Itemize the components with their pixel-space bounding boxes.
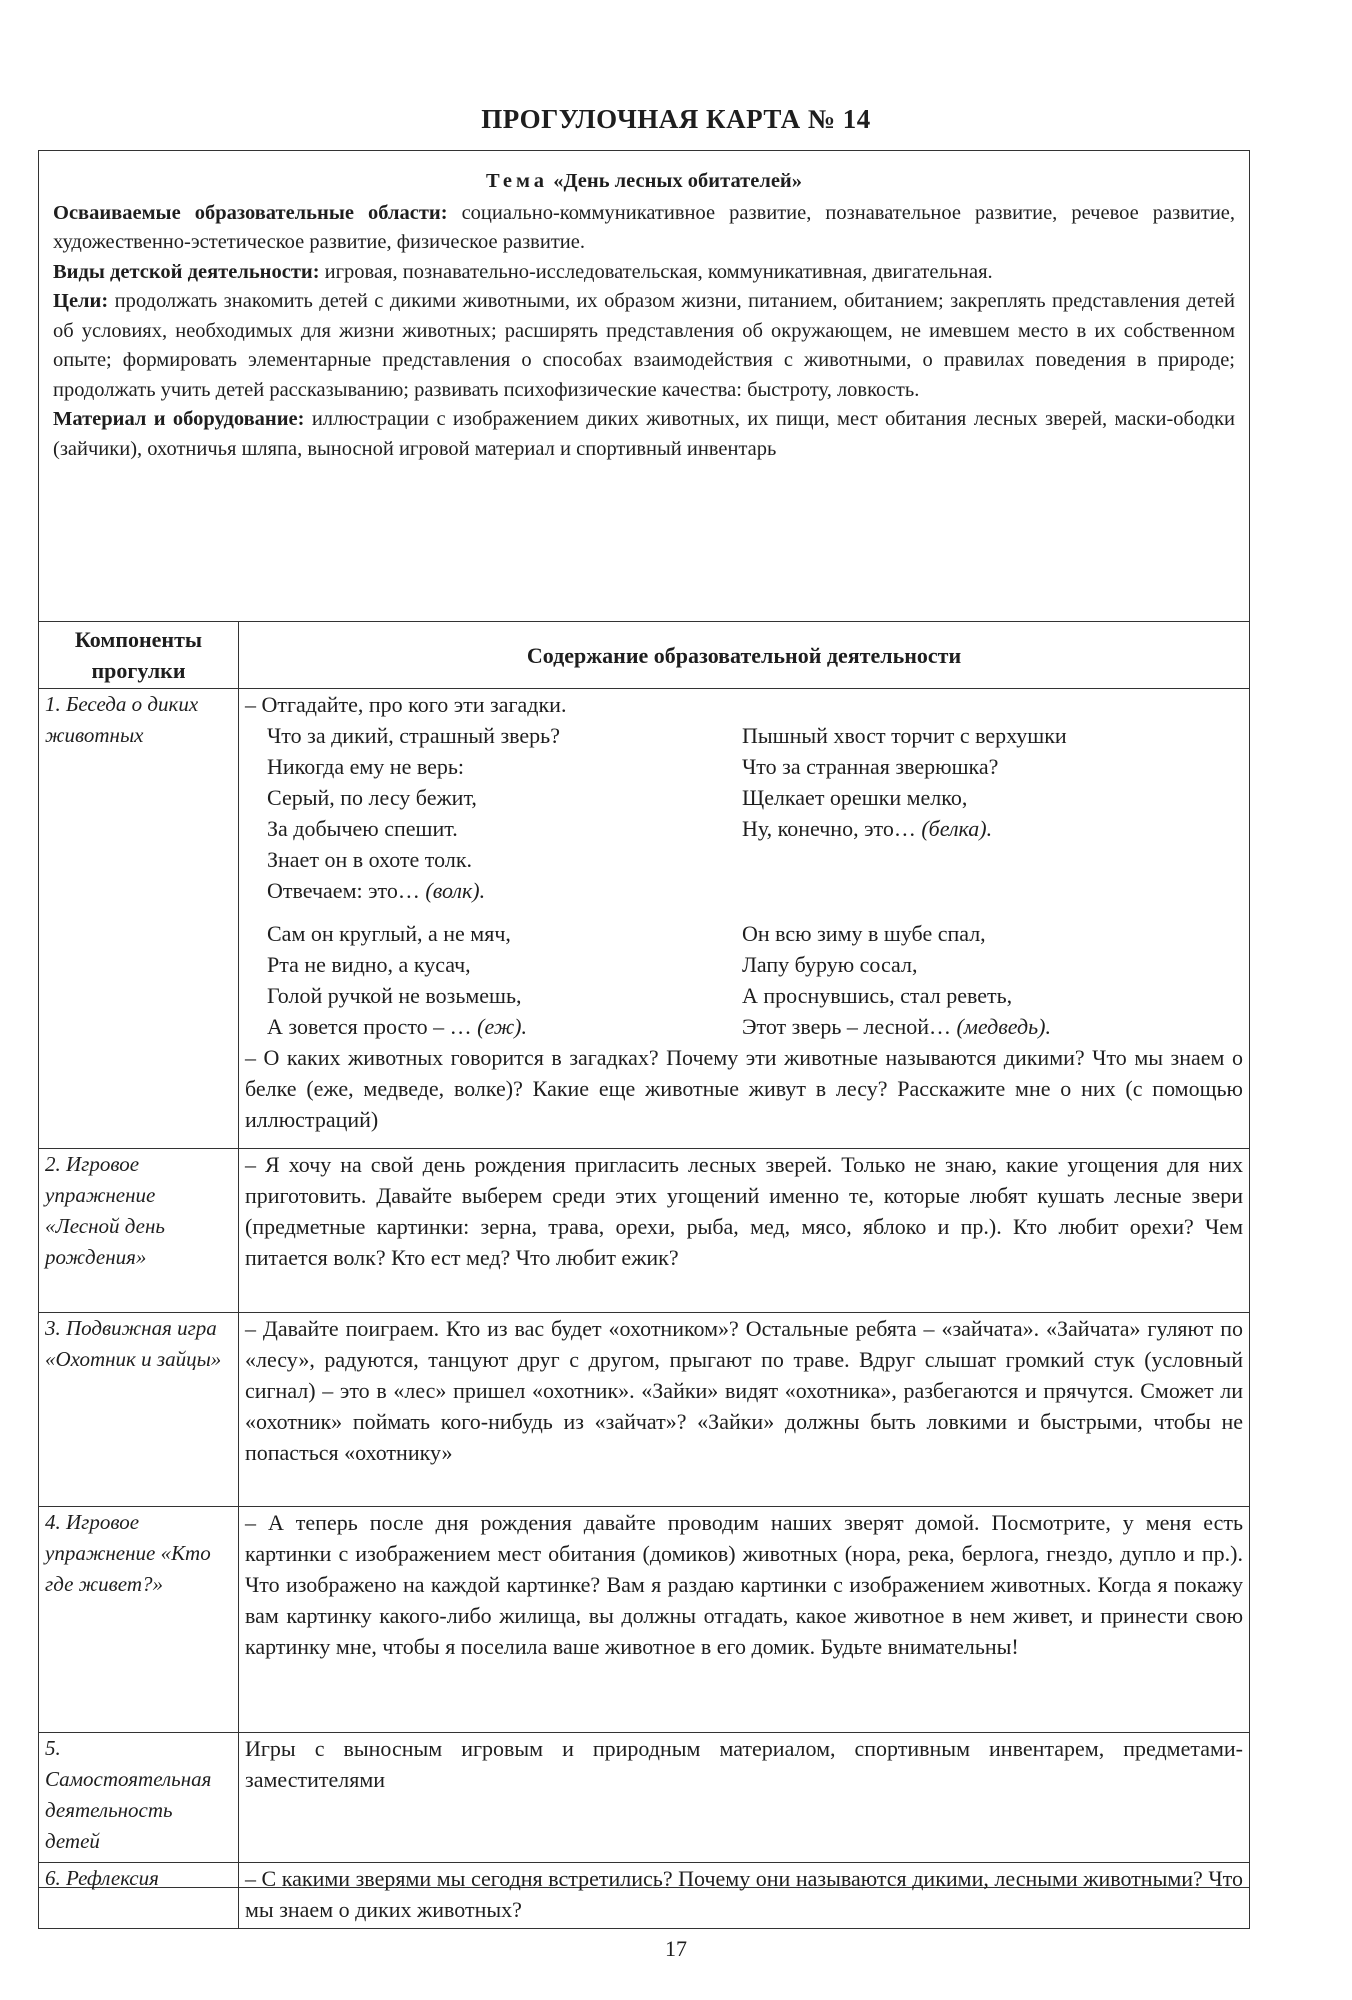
goals-paragraph — [53, 287, 1235, 405]
header-components: Компоненты прогулки — [39, 622, 239, 689]
materials-text: иллюстрации с изображением диких животных, их пищи, мест обитания лесных зверей, маски-ободки (зайчики), охотничья шляпа, выносной игровой материал и спортивный инвентарь — [53, 408, 1236, 460]
riddle-wolf — [267, 720, 742, 906]
areas-label: Осваиваемые образовательные области: — [53, 201, 448, 224]
page-title: ПРОГУЛОЧНАЯ КАРТА № 14 — [481, 104, 871, 134]
walk-card-frame — [38, 150, 1250, 1922]
poem-line: Рта не видно, а кусач, — [267, 952, 471, 977]
poem-line: Лапу бурую сосал, — [742, 952, 918, 977]
poem-line: А проснувшись, стал реветь, — [742, 983, 1013, 1008]
areas-paragraph — [53, 199, 1235, 258]
poem-line: Что за дикий, страшный зверь? — [267, 723, 560, 748]
riddle-block-2 — [245, 918, 1243, 1042]
header-content: Содержание образовательной деятельности — [239, 622, 1250, 689]
content-cell: – С какими зверями мы сегодня встретились? Почему они называются дикими, лесными животными? Что мы знаем о диких животных? — [239, 1863, 1250, 1929]
riddle-answer: (еж). — [477, 1014, 527, 1039]
poem-line — [742, 1011, 1162, 1042]
table-row — [39, 689, 1250, 1149]
poem-line: Серый, по лесу бежит, — [267, 785, 477, 810]
poem-line — [267, 1011, 742, 1042]
component-cell: 3. Подвижная игра «Охотник и зайцы» — [39, 1313, 239, 1507]
materials-paragraph — [53, 405, 1235, 464]
riddle-answer: (волк). — [425, 878, 486, 903]
component-cell: 1. Беседа о диких животных — [39, 689, 239, 1149]
poem-line-text: Этот зверь – лесной… — [742, 1014, 952, 1039]
component-cell: 2. Игровое упражнение «Лесной день рождения» — [39, 1149, 239, 1313]
riddle-squirrel — [742, 720, 1162, 906]
table-row — [39, 1149, 1250, 1313]
goals-text: продолжать знакомить детей с дикими животными, их образом жизни, питанием, обитанием; закреплять представления детей об условиях, необходимых для жизни животных; расширять представления об окружающем, не имевшем место в их собственном опыте; формировать элементарные представления о способах взаимодействия с животными, о правилах поведения в природе; продолжать учить детей рассказыванию; развивать психофизические качества: быстроту, ловкость. — [53, 290, 1235, 401]
poem-line: Что за странная зверюшка? — [742, 754, 999, 779]
poem-line — [267, 875, 742, 906]
table-row — [39, 1507, 1250, 1733]
component-cell: 4. Игровое упражнение «Кто где живет?» — [39, 1507, 239, 1733]
poem-line-text: А зовется просто – … — [267, 1014, 472, 1039]
materials-label: Материал и оборудование: — [53, 408, 305, 430]
content-cell: Игры с выносным игровым и природным материалом, спортивным инвентарем, предметами-заместителями — [239, 1733, 1250, 1863]
table-header-row — [39, 622, 1250, 689]
poem-line-text: Отвечаем: это… — [267, 878, 420, 903]
riddles-intro: – Отгадайте, про кого эти загадки. — [245, 692, 567, 717]
riddle-block-1 — [245, 720, 1243, 906]
poem-line: За добычею спешит. — [267, 816, 458, 841]
poem-line: Щелкает орешки мелко, — [742, 785, 968, 810]
table-row — [39, 1733, 1250, 1863]
component-cell: 6. Рефлексия — [39, 1863, 239, 1929]
poem-line: Он всю зиму в шубе спал, — [742, 921, 986, 946]
riddle-answer: (белка). — [921, 816, 993, 841]
riddle-bear — [742, 918, 1162, 1042]
table-row — [39, 1863, 1250, 1929]
riddle-answer: (медведь). — [956, 1014, 1051, 1039]
poem-line: Пышный хвост торчит с верхушки — [742, 723, 1067, 748]
activities-paragraph — [53, 258, 1235, 288]
content-cell: – Я хочу на свой день рождения пригласить лесных зверей. Только не знаю, какие угощения для них приготовить. Давайте выберем среди этих угощений именно те, которые любят кушать лесные звери (предметные картинки: зерна, трава, орехи, рыба, мед, мясо, яблоко и пр.). Кто любит орехи? Чем питается волк? Кто ест мед? Что любит ежик? — [239, 1149, 1250, 1313]
riddle-hedgehog — [267, 918, 742, 1042]
content-cell — [239, 689, 1250, 1149]
poem-line — [742, 813, 1162, 844]
poem-line: Голой ручкой не возьмешь, — [267, 983, 522, 1008]
areas-text: социально-коммуникативное развитие, познавательное развитие, речевое развитие, художественно-эстетическое развитие, физическое развитие. — [53, 201, 1236, 253]
poem-line-text: Ну, конечно, это… — [742, 816, 916, 841]
activities-label: Виды детской деятельности: — [53, 260, 320, 283]
goals-label: Цели: — [53, 290, 109, 312]
component-cell: 5. Самостоятельная деятельность детей — [39, 1733, 239, 1863]
poem-line: Знает он в охоте толк. — [267, 847, 473, 872]
content-cell: – Давайте поиграем. Кто из вас будет «охотником»? Остальные ребята – «зайчата». «Зайчата» гуляют по «лесу», радуются, танцуют друг с другом, прыгают по траве. Вдруг слышат громкий стук (условный сигнал) – это в «лес» пришел «охотник». «Зайки» видят «охотника», разбегаются и прячутся. Сможет ли «охотник» поймать кого-нибудь из «зайчат»? «Зайки» должны быть ловкими и быстрыми, чтобы не попасться «охотнику» — [239, 1313, 1250, 1507]
page-number: 17 — [665, 1936, 687, 1961]
table-row — [39, 1313, 1250, 1507]
riddle-questions: – О каких животных говорится в загадках? Почему эти животные называются дикими? Что мы знаем о белке (еже, медведе, волке)? Какие еще животные живут в лесу? Расскажите мне о них (с помощью иллюстраций) — [245, 1045, 1243, 1132]
poem-line: Сам он круглый, а не мяч, — [267, 921, 511, 946]
poem-line: Никогда ему не верь: — [267, 754, 465, 779]
content-cell: – А теперь после дня рождения давайте проводим наших зверят домой. Посмотрите, у меня есть картинки с изображением мест обитания (домиков) животных (нора, река, берлога, гнездо, дупло и пр.). Что изображено на каждой картинке? Вам я раздаю картинки с изображением животных. Когда я покажу вам картинку какого-либо жилища, вы должны отгадать, какое животное в нем живет, и принести свою картинку мне, чтобы я поселила ваше животное в его домик. Будьте внимательны! — [239, 1507, 1250, 1733]
theme-line — [53, 167, 1235, 197]
theme-value: «День лесных обитателей» — [553, 170, 802, 192]
theme-label: Тема — [485, 170, 549, 192]
activity-table — [38, 621, 1250, 1929]
card-intro — [39, 151, 1249, 621]
activities-text: игровая, познавательно-исследовательская, коммуникативная, двигательная. — [324, 260, 993, 283]
